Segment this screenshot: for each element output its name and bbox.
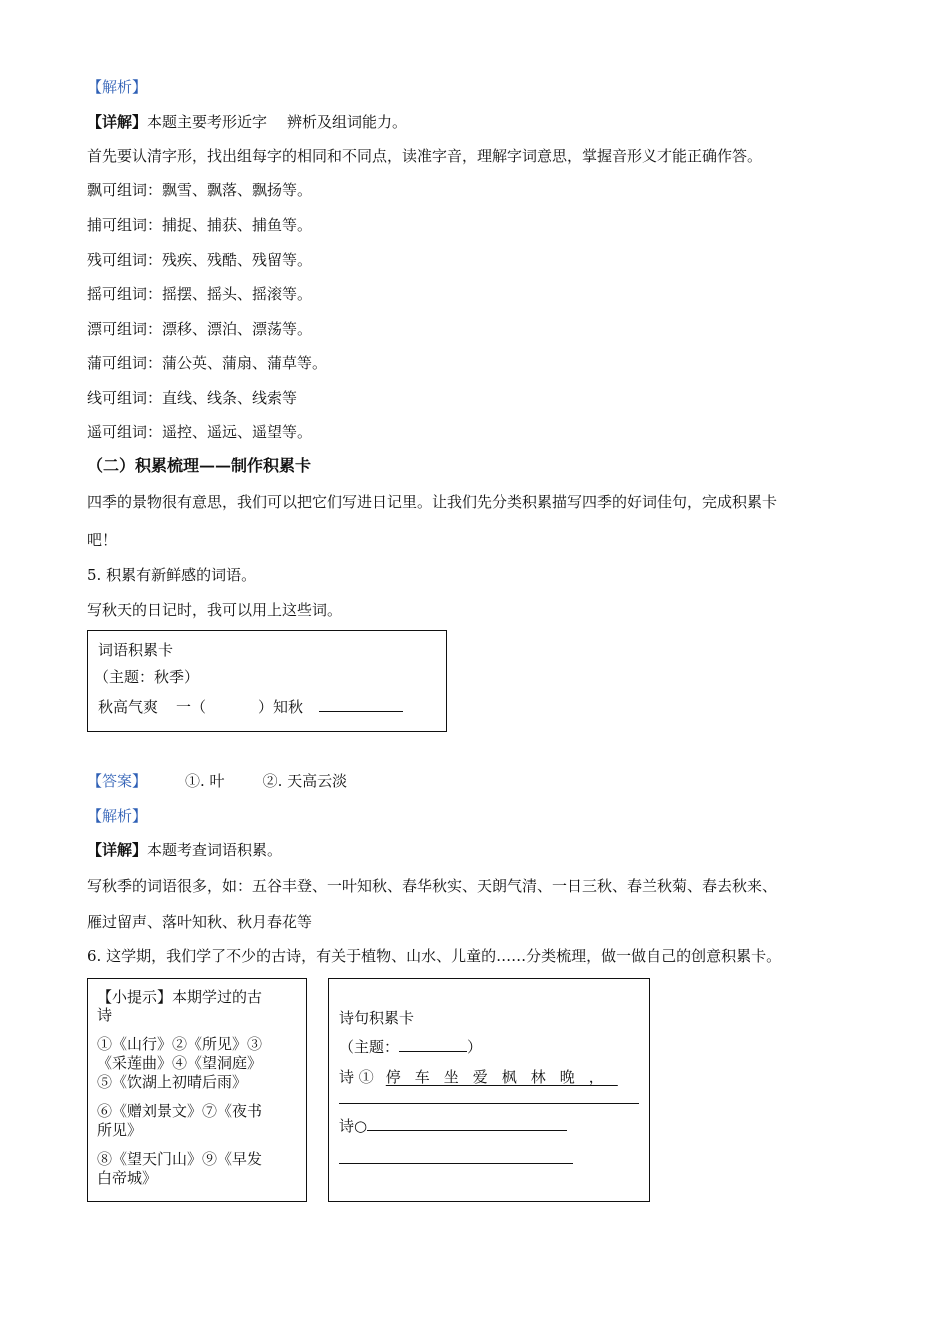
poem-2-blank-line[interactable] xyxy=(339,1163,573,1164)
poem-1-blank-line[interactable] xyxy=(339,1103,639,1104)
tips-line: 所见》 xyxy=(97,1121,143,1139)
detail-line xyxy=(87,112,407,132)
answer-line xyxy=(87,771,347,791)
poem-2-blank[interactable] xyxy=(367,1116,567,1131)
poem-card-theme xyxy=(339,1037,482,1057)
detail-text-2: 本题考查词语积累。 xyxy=(147,841,283,859)
poem-1-label: 诗 ① xyxy=(339,1068,374,1086)
poem-card xyxy=(328,978,650,1202)
word-group: 线可组词：直线、线条、线索等 xyxy=(87,389,298,407)
question-5: 5. 积累有新鲜感的词语。 xyxy=(87,566,257,584)
word-group: 蒲可组词：蒲公英、蒲扇、蒲草等。 xyxy=(87,354,328,372)
word-group: 漂可组词：漂移、漂泊、漂荡等。 xyxy=(87,320,313,338)
detail-text-a: 本题主要考形近字 xyxy=(147,113,268,131)
poem-card-title: 诗句积累卡 xyxy=(339,1009,415,1027)
tips-line: ⑥《赠刘景文》⑦《夜书 xyxy=(97,1102,263,1120)
analysis-tag: 【解析】 xyxy=(87,78,148,96)
tips-line: ⑧《望天门山》⑨《早发 xyxy=(97,1150,263,1168)
word-card xyxy=(87,630,447,732)
poem-card-theme-suffix: ） xyxy=(467,1038,483,1056)
word-card-item-2-start: 一（ xyxy=(176,698,207,716)
tips-box xyxy=(87,978,307,1202)
detail-tag: 【详解】 xyxy=(87,113,148,131)
poem-1-text[interactable]: 停车坐爱枫林晚， xyxy=(385,1068,618,1086)
tips-line: 《采莲曲》④《望洞庭》 xyxy=(97,1054,263,1072)
word-group: 遥可组词：遥控、遥远、遥望等。 xyxy=(87,423,313,441)
detail-line-2 xyxy=(87,840,282,860)
q5-body-line1: 写秋季的词语很多，如：五谷丰登、一叶知秋、春华秋实、天朗气清、一日三秋、春兰秋菊、春去秋来、 xyxy=(87,877,778,895)
tips-line: 【小提示】本期学过的古 xyxy=(97,988,263,1006)
section-intro-line1: 四季的景物很有意思，我们可以把它们写进日记里。让我们先分类积累描写四季的好词佳句，完成积累卡 xyxy=(87,493,778,511)
tips-line: ①《山行》②《所见》③ xyxy=(97,1035,263,1053)
answer-2: ②. 天高云淡 xyxy=(262,772,348,790)
question-6: 6. 这学期，我们学了不少的古诗，有关于植物、山水、儿童的……分类梳理，做一做自己的创意积累卡。 xyxy=(87,947,782,965)
intro-text: 首先要认清字形，找出组每字的相同和不同点，读准字音，理解字词意思，掌握音形义才能正确作答。 xyxy=(87,147,763,165)
poem-1-row xyxy=(339,1067,618,1087)
q5-body-line2: 雁过留声、落叶知秋、秋月春花等 xyxy=(87,913,313,931)
detail-tag-2: 【详解】 xyxy=(87,841,148,859)
word-card-title: 词语积累卡 xyxy=(98,641,174,659)
tips-line: ⑤《饮湖上初晴后雨》 xyxy=(97,1073,248,1091)
section-heading: （二）积累梳理——制作积累卡 xyxy=(87,456,312,475)
answer-1: ①. 叶 xyxy=(185,772,225,790)
word-group: 捕可组词：捕捉、捕获、捕鱼等。 xyxy=(87,216,313,234)
answer-tag: 【答案】 xyxy=(87,772,148,790)
section-intro-line2: 吧！ xyxy=(87,531,118,549)
tips-line: 诗 xyxy=(97,1006,113,1024)
tips-line: 白帝城》 xyxy=(97,1169,158,1187)
poem-card-theme-blank[interactable] xyxy=(399,1037,467,1052)
analysis-tag-2: 【解析】 xyxy=(87,807,148,825)
word-group: 飘可组词：飘雪、飘落、飘扬等。 xyxy=(87,181,313,199)
word-card-item-1: 秋高气爽 xyxy=(98,698,159,716)
word-card-row xyxy=(98,697,403,717)
detail-text-b: 辨析及组词能力。 xyxy=(287,113,408,131)
word-group: 摇可组词：摇摆、摇头、摇滚等。 xyxy=(87,285,313,303)
poem-2-label: 诗○ xyxy=(339,1117,368,1135)
word-card-blank[interactable] xyxy=(319,697,403,712)
poem-2-row xyxy=(339,1116,567,1136)
poem-card-theme-prefix: （主题： xyxy=(339,1038,400,1056)
word-card-item-2-end: ）知秋 xyxy=(258,698,304,716)
question-5-prompt: 写秋天的日记时，我可以用上这些词。 xyxy=(87,601,343,619)
word-card-theme: （主题：秋季） xyxy=(94,668,200,686)
word-group: 残可组词：残疾、残酷、残留等。 xyxy=(87,251,313,269)
